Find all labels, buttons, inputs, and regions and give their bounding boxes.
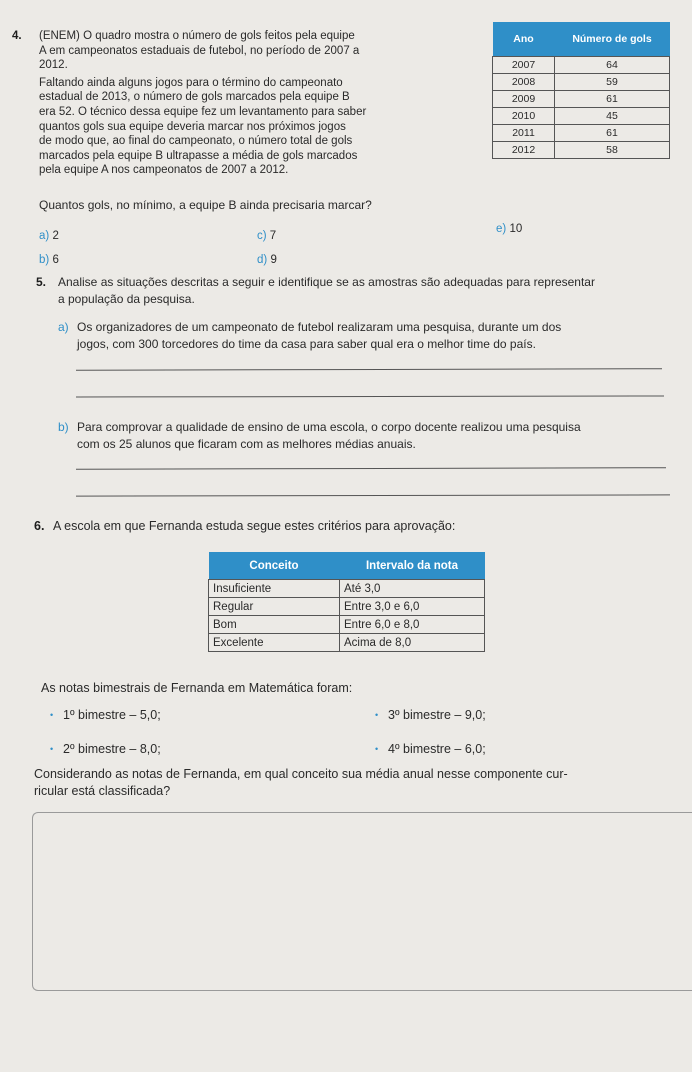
table-cell: Entre 6,0 e 8,0 [340, 616, 485, 634]
option-letter: b) [39, 254, 50, 266]
question-5-number: 5. [36, 275, 47, 289]
question-4-number: 4. [12, 30, 22, 42]
table-cell: 61 [555, 125, 670, 142]
bullet-icon: • [375, 710, 379, 720]
answer-box[interactable] [32, 812, 692, 991]
q4-line: estadual de 2013, o número de gols marcados pela equipe B [39, 91, 350, 104]
table-header: Intervalo da nota [340, 552, 485, 580]
q5-item-b-line2: com os 25 alunos que ficaram com as melhores médias anuais. [77, 437, 416, 451]
table-cell: 58 [555, 142, 670, 159]
table-cell: Insuficiente [209, 580, 340, 598]
table-cell: 2012 [493, 142, 555, 159]
grade-item: 1º bimestre – 5,0; [63, 708, 161, 722]
goals-table [492, 22, 670, 159]
question-4-statement [39, 29, 444, 178]
table-cell: 2011 [493, 125, 555, 142]
table-cell: 59 [555, 74, 670, 91]
option-text: 2 [52, 230, 59, 242]
table-cell: 61 [555, 91, 670, 108]
option-b[interactable] [39, 254, 59, 266]
grades-intro: As notas bimestrais de Fernanda em Matemática foram: [41, 681, 353, 695]
table-row [209, 598, 485, 616]
table-cell: Regular [209, 598, 340, 616]
q4-line: quantos gols sua equipe deveria marcar nos próximos jogos [39, 120, 346, 133]
table-row [493, 125, 670, 142]
question-6-ask-line2: ricular está classificada? [34, 784, 171, 798]
table-row [493, 108, 670, 125]
table-cell: Bom [209, 616, 340, 634]
table-row [209, 634, 485, 652]
q4-line: A em campeonatos estaduais de futebol, no período de 2007 a [39, 44, 360, 57]
question-6-number: 6. [34, 519, 45, 533]
grading-criteria-table [208, 552, 485, 652]
answer-line[interactable] [76, 467, 666, 470]
table-row [493, 57, 670, 74]
answer-line[interactable] [76, 494, 670, 496]
question-6-intro: A escola em que Fernanda estuda segue estes critérios para aprovação: [53, 519, 456, 533]
bullet-icon: • [50, 710, 54, 720]
q4-line: Faltando ainda alguns jogos para o término do campeonato [39, 76, 343, 89]
q5-item-b-letter: b) [58, 420, 69, 434]
question-4-ask: Quantos gols, no mínimo, a equipe B ainda precisaria marcar? [39, 198, 372, 212]
option-letter: d) [257, 254, 268, 266]
option-text: 9 [270, 254, 277, 266]
bullet-icon: • [375, 744, 379, 754]
question-5-intro-2: a população da pesquisa. [58, 292, 195, 306]
option-letter: c) [257, 230, 267, 242]
table-header: Ano [493, 22, 555, 57]
q5-item-a-line2: jogos, com 300 torcedores do time da casa para saber qual era o melhor time do país. [77, 337, 536, 351]
option-text: 6 [52, 254, 59, 266]
q4-line: pela equipe A nos campeonatos de 2007 a 2012. [39, 164, 289, 177]
grade-item: 3º bimestre – 9,0; [388, 708, 486, 722]
q4-line: era 52. O técnico dessa equipe fez um levantamento para saber [39, 105, 367, 118]
answer-line[interactable] [76, 368, 662, 371]
table-header: Conceito [209, 552, 340, 580]
table-cell: 2007 [493, 57, 555, 74]
table-row [493, 142, 670, 159]
q4-line: (ENEM) O quadro mostra o número de gols feitos pela equipe [39, 30, 355, 42]
option-c[interactable] [257, 230, 276, 242]
table-cell: Entre 3,0 e 6,0 [340, 598, 485, 616]
q5-item-a-letter: a) [58, 320, 69, 334]
bullet-icon: • [50, 744, 54, 754]
option-a[interactable] [39, 230, 59, 242]
grade-item: 4º bimestre – 6,0; [388, 742, 486, 756]
q5-item-a-line1: Os organizadores de um campeonato de futebol realizaram uma pesquisa, durante um dos [77, 320, 562, 334]
table-row [493, 91, 670, 108]
table-row [209, 616, 485, 634]
q4-line: de modo que, ao final do campeonato, o número total de gols [39, 135, 353, 148]
option-letter: a) [39, 230, 50, 242]
option-text: 7 [269, 230, 277, 242]
table-cell: 2010 [493, 108, 555, 125]
table-cell: 45 [555, 108, 670, 125]
table-cell: Até 3,0 [340, 580, 485, 598]
q4-line: 2012. [39, 59, 68, 72]
table-row [209, 580, 485, 598]
question-5-intro: Analise as situações descritas a seguir e identifique se as amostras são adequadas para representar [58, 275, 595, 289]
q5-item-b-line1: Para comprovar a qualidade de ensino de uma escola, o corpo docente realizou uma pesquisa [77, 420, 581, 434]
table-cell: 2009 [493, 91, 555, 108]
option-e[interactable] [496, 223, 522, 235]
table-cell: Excelente [209, 634, 340, 652]
table-row [493, 74, 670, 91]
option-text: 10 [509, 223, 523, 235]
table-cell: 2008 [493, 74, 555, 91]
answer-line[interactable] [76, 395, 664, 397]
table-cell: 64 [555, 57, 670, 74]
option-d[interactable] [257, 254, 277, 266]
table-header: Número de gols [555, 22, 670, 57]
question-6-ask-line1: Considerando as notas de Fernanda, em qual conceito sua média anual nesse componente cur- [34, 767, 568, 781]
q4-line: marcados pela equipe B ultrapasse a média de gols marcados [39, 149, 358, 162]
option-letter: e) [496, 223, 507, 235]
grade-item: 2º bimestre – 8,0; [63, 742, 161, 756]
table-cell: Acima de 8,0 [340, 634, 485, 652]
